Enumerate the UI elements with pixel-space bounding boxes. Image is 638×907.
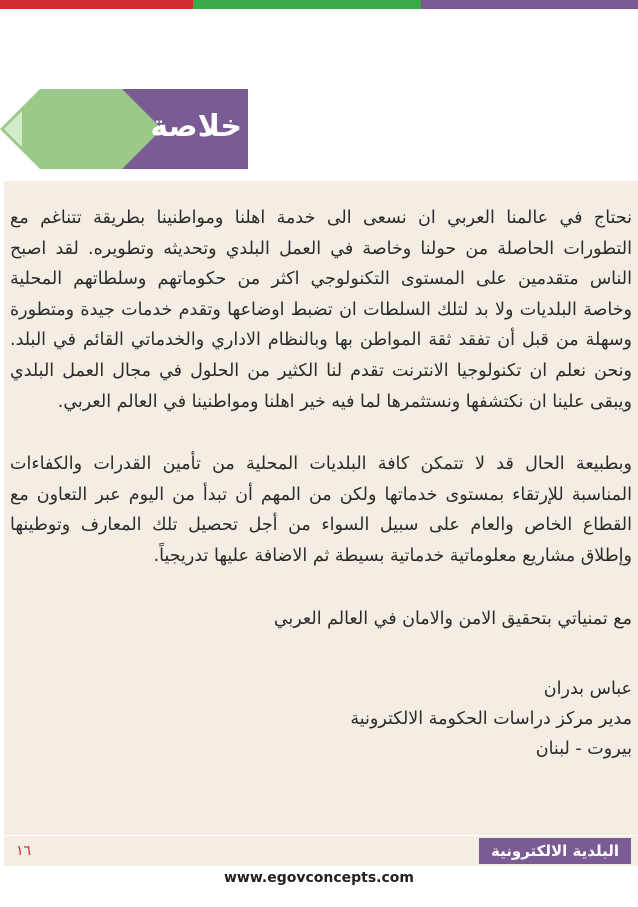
website-url[interactable]: www.egovconcepts.com [223,870,415,886]
paragraph-1: نحتاج في عالمنا العربي ان نسعى الى خدمة اهلنا ومواطنينا بطريقة تتناغم مع التطورات الحاصلة من حولنا وخاصة في العمل البلدي وتحديثه وتطويره. لقد اصبح الناس متقدمين على المستوى التكنولوجي اكثر من حكوماتهم وسلطاتهم المحلية وخاصة البلديات ولا بد لتلك السلطات ان تضبط اوضاعها وتقدم خدمات جيدة ومتطورة وسهلة من قبل أن تفقد ثقة المواطن بها وبالنظام الاداري والخدماتي القائم في البلد. ونحن نعلم ان تكنولوجيا الانترنت تقدم لنا الكثير من الحلول في مجال العمل البلدي ويبقى علينا ان نكتشفها ونستثمرها لما فيه خير اهلنا ومواطنينا في العالم العربي. [10,208,632,412]
article-body [10,203,632,764]
page-title: خلاصة [150,109,242,144]
paragraph-2: وبطبيعة الحال قد لا تتمكن كافة البلديات المحلية من تأمين القدرات والكفاءات المناسبة للإرتقاء بمستوى خدماتها ولكن من المهم أن تبدأ من اليوم عبر التعاون مع القطاع الخاص والعام على سبيل السواء من أجل تحصيل تلك المعارف وتوطينها وإطلاق مشاريع معلوماتية خدماتية بسيطة ثم الاضافة عليها تدريجياً. [10,454,632,566]
signature-name: عباس بدران [543,679,632,700]
page-number: ١٦ [16,843,32,859]
section-banner [0,89,248,169]
publication-tag: البلدية الالكترونية [479,838,631,864]
footer-band [4,836,638,866]
signature-role: مدير مركز دراسات الحكومة الالكترونية [350,709,632,730]
signature-location: بيروت - لبنان [535,739,632,760]
signature-block [10,674,632,764]
top-bar-purple-segment [421,0,638,9]
top-bar-red-segment [0,0,193,9]
content-panel [4,181,638,835]
closing-wish: مع تمنياتي بتحقيق الامن والامان في العالم العربي [273,608,632,629]
top-bar-green-segment [193,0,421,9]
top-color-bar [0,0,638,9]
